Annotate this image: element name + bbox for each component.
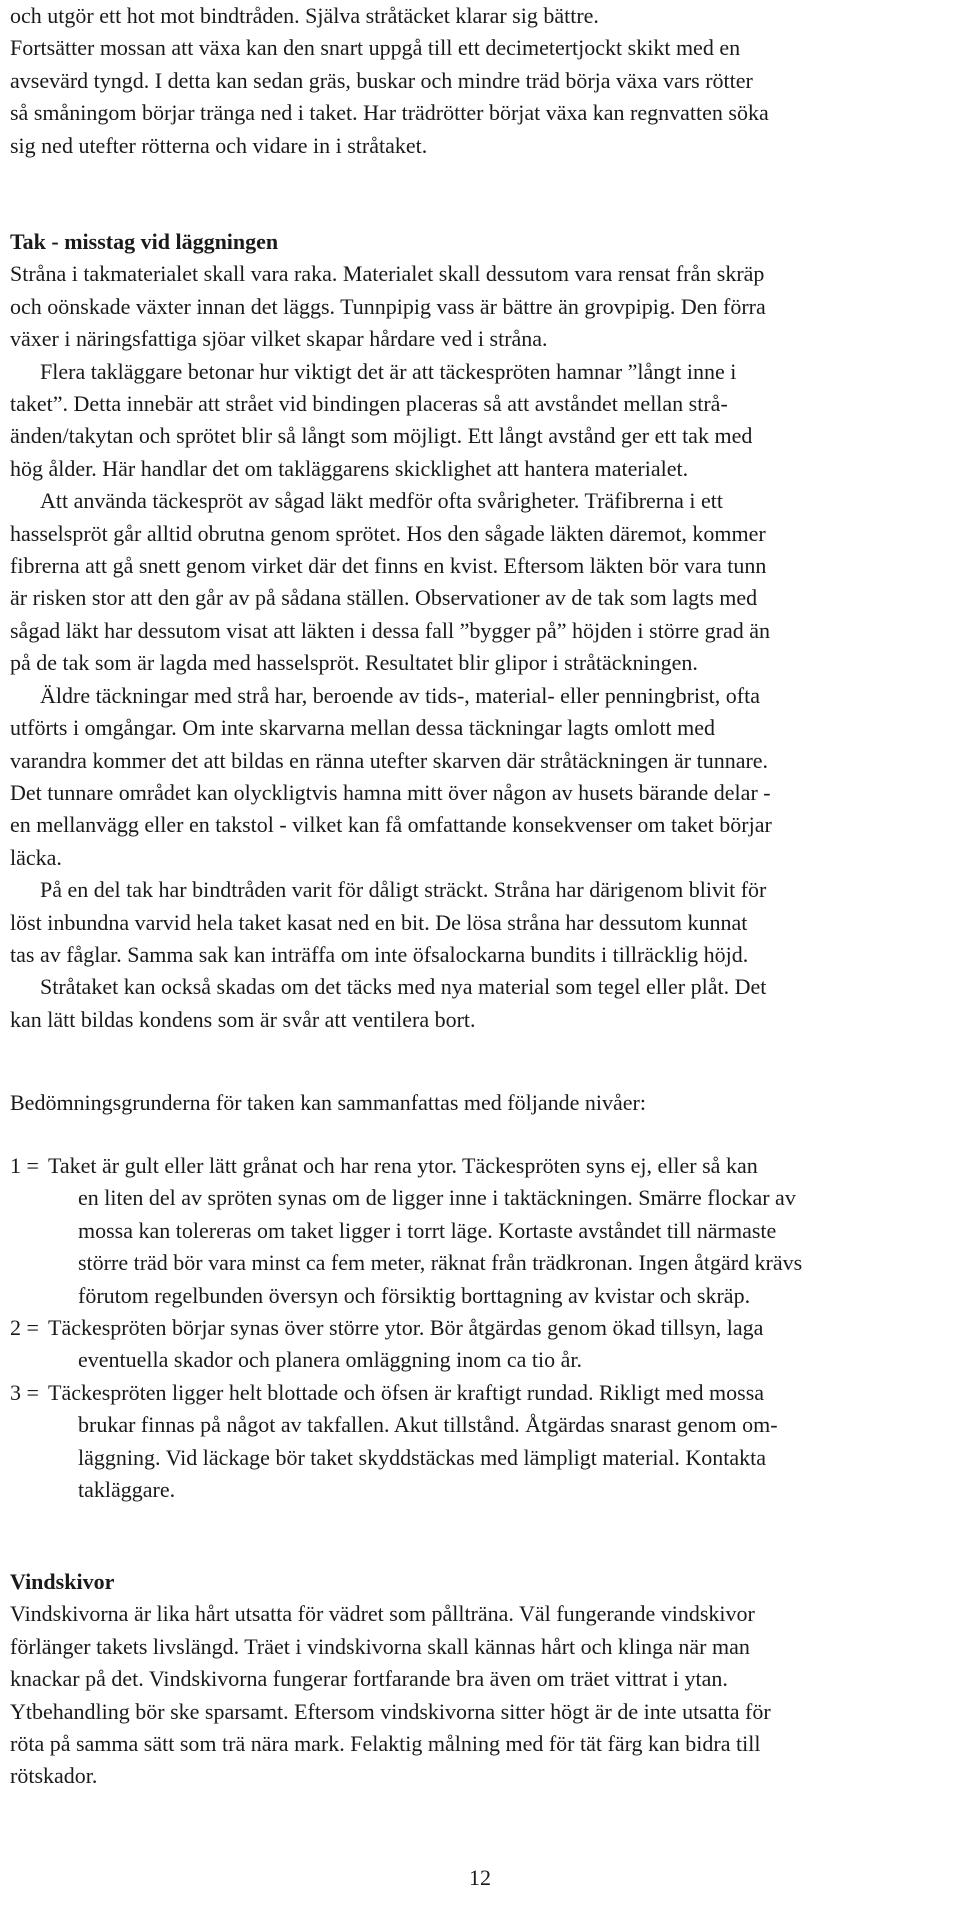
- text-line: På en del tak har bindtråden varit för dåligt sträckt. Stråna har därigenom blivit för: [40, 877, 767, 903]
- text-line: förutom regelbunden översyn och försiktig borttagning av kvistar och skräp.: [78, 1282, 751, 1308]
- text-line: förlänger takets livslängd. Träet i vindskivorna skall kännas hårt och klinga när man: [10, 1633, 750, 1659]
- text-line: större träd bör vara minst ca fem meter, räknat från trädkronan. Ingen åtgärd krävs: [78, 1250, 803, 1276]
- grade-item-2: [10, 1312, 950, 1377]
- paragraph: [10, 356, 950, 486]
- text-line: varandra kommer det att bildas en ränna utefter skarven där stråtäckningen är tunnare.: [10, 747, 769, 773]
- text-line: utförts i omgångar. Om inte skarvarna mellan dessa täckningar lagts omlott med: [10, 715, 716, 741]
- text-line: Det tunnare området kan olyckligtvis hamna mitt över någon av husets bärande delar -: [10, 779, 771, 805]
- text-line: kan lätt bildas kondens som är svår att ventilera bort.: [10, 1006, 476, 1032]
- text-line: Stråna i takmaterialet skall vara raka. Materialet skall dessutom vara rensat från skräp: [10, 261, 765, 287]
- text-line: växer i näringsfattiga sjöar vilket skapar hårdare ved i stråna.: [10, 326, 548, 352]
- grades-intro: [10, 1087, 950, 1119]
- text-line: Täckespröten börjar synas över större ytor. Bör åtgärdas genom ökad tillsyn, laga: [48, 1315, 764, 1340]
- paragraph: [10, 971, 950, 1036]
- text-line: brukar finnas på något av takfallen. Akut tillstånd. Åtgärdas snarast genom om-: [78, 1412, 778, 1438]
- page-number: 12: [469, 1865, 491, 1890]
- text-line: en mellanvägg eller en takstol - vilket kan få omfattande konsekvenser om taket börjar: [10, 812, 772, 838]
- text-line: taket”. Detta innebär att strået vid bindingen placeras så att avståndet mellan strå-: [10, 391, 728, 417]
- text-line: Taket är gult eller lätt grånat och har rena ytor. Täckespröten syns ej, eller så kan: [48, 1153, 758, 1178]
- text-line: Fortsätter mossan att växa kan den snart uppgå till ett decimetertjockt skikt med en: [10, 35, 741, 61]
- text-line: tas av fåglar. Samma sak kan inträffa om inte öfsalockarna bundits i tillräcklig höjd.: [10, 941, 749, 967]
- text-line: Att använda täckespröt av sågad läkt medför ofta svårigheter. Träfibrerna i ett: [40, 488, 723, 514]
- text-line: Vindskivorna är lika hårt utsatta för vädret som pållträna. Väl fungerande vindskivor: [10, 1601, 755, 1627]
- grade-item-1: [10, 1150, 950, 1312]
- text-line: Äldre täckningar med strå har, beroende av tids-, material- eller penningbrist, ofta: [40, 682, 760, 708]
- grade-number: 2 =: [10, 1315, 39, 1340]
- text-line: röta på samma sätt som trä nära mark. Felaktig målning med för tät färg kan bidra till: [10, 1731, 761, 1757]
- intro-paragraph: [10, 0, 950, 162]
- text-line: på de tak som är lagda med hasselspröt. Resultatet blir glipor i stråtäckningen.: [10, 650, 698, 676]
- section-vindskivor: [10, 1566, 950, 1793]
- text-line: eventuella skador och planera omläggning inom ca tio år.: [78, 1347, 583, 1373]
- text-line: läcka.: [10, 844, 62, 870]
- grade-number: 1 =: [10, 1153, 39, 1178]
- paragraph: [10, 485, 950, 679]
- text-line: Ytbehandling bör ske sparsamt. Eftersom vindskivorna sitter högt är de inte utsatta för: [10, 1698, 771, 1724]
- text-line: fibrerna att gå snett genom virket där det finns en kvist. Eftersom läkten bör vara tunn: [10, 553, 767, 579]
- text-line: mossa kan tolereras om taket ligger i torrt läge. Kortaste avståndet till närmaste: [78, 1217, 777, 1243]
- text-line: och oönskade växter innan det läggs. Tunnpipig vass är bättre än grovpipig. Den förra: [10, 293, 766, 319]
- section-heading: Tak - misstag vid läggningen: [10, 229, 279, 254]
- text-line: sågad läkt har dessutom visat att läkten i dessa fall ”bygger på” höjden i större grad än: [10, 617, 770, 643]
- text-line: änden/takytan och sprötet blir så långt som möjligt. Ett långt avstånd ger ett tak med: [10, 423, 753, 449]
- text-line: läggning. Vid läckage bör taket skyddstäckas med lämpligt material. Kontakta: [78, 1444, 767, 1470]
- text-line: är risken stor att den går av på sådana ställen. Observationer av de tak som lagts med: [10, 585, 758, 611]
- paragraph: [10, 874, 950, 971]
- text-line: Stråtaket kan också skadas om det täcks med nya material som tegel eller plåt. Det: [40, 974, 767, 1000]
- text-line: sig ned utefter rötterna och vidare in i stråtaket.: [10, 132, 428, 158]
- text-line: Bedömningsgrunderna för taken kan sammanfattas med följande nivåer:: [10, 1090, 646, 1115]
- text-line: hög ålder. Här handlar det om takläggarens skicklighet att hantera materialet.: [10, 455, 689, 481]
- text-line: takläggare.: [78, 1477, 176, 1503]
- section-heading: Vindskivor: [10, 1569, 115, 1594]
- text-line: Flera takläggare betonar hur viktigt det är att täckespröten hamnar ”långt inne i: [40, 358, 737, 384]
- text-line: löst inbundna varvid hela taket kasat ned en bit. De lösa stråna har dessutom kunnat: [10, 909, 748, 935]
- section-tak-misstag: [10, 226, 950, 1036]
- paragraph: [10, 258, 950, 355]
- text-line: så småningom börjar tränga ned i taket. Har trädrötter börjat växa kan regnvatten söka: [10, 100, 769, 126]
- text-line: rötskador.: [10, 1763, 98, 1789]
- text-line: en liten del av spröten synas om de ligger inne i taktäckningen. Smärre flockar av: [78, 1185, 796, 1211]
- grade-item-3: [10, 1377, 950, 1507]
- grade-number: 3 =: [10, 1380, 39, 1405]
- text-line: Täckespröten ligger helt blottade och öfsen är kraftigt rundad. Rikligt med mossa: [48, 1380, 765, 1405]
- text-line: och utgör ett hot mot bindtråden. Själva stråtäcket klarar sig bättre.: [10, 3, 599, 28]
- text-line: hasselspröt går alltid obrutna genom sprötet. Hos den sågade läkten däremot, kommer: [10, 520, 766, 546]
- text-line: avsevärd tyngd. I detta kan sedan gräs, buskar och mindre träd börja växa vars rötter: [10, 67, 753, 93]
- text-line: knackar på det. Vindskivorna fungerar fortfarande bra även om träet vittrat i ytan.: [10, 1666, 728, 1692]
- paragraph: [10, 680, 950, 874]
